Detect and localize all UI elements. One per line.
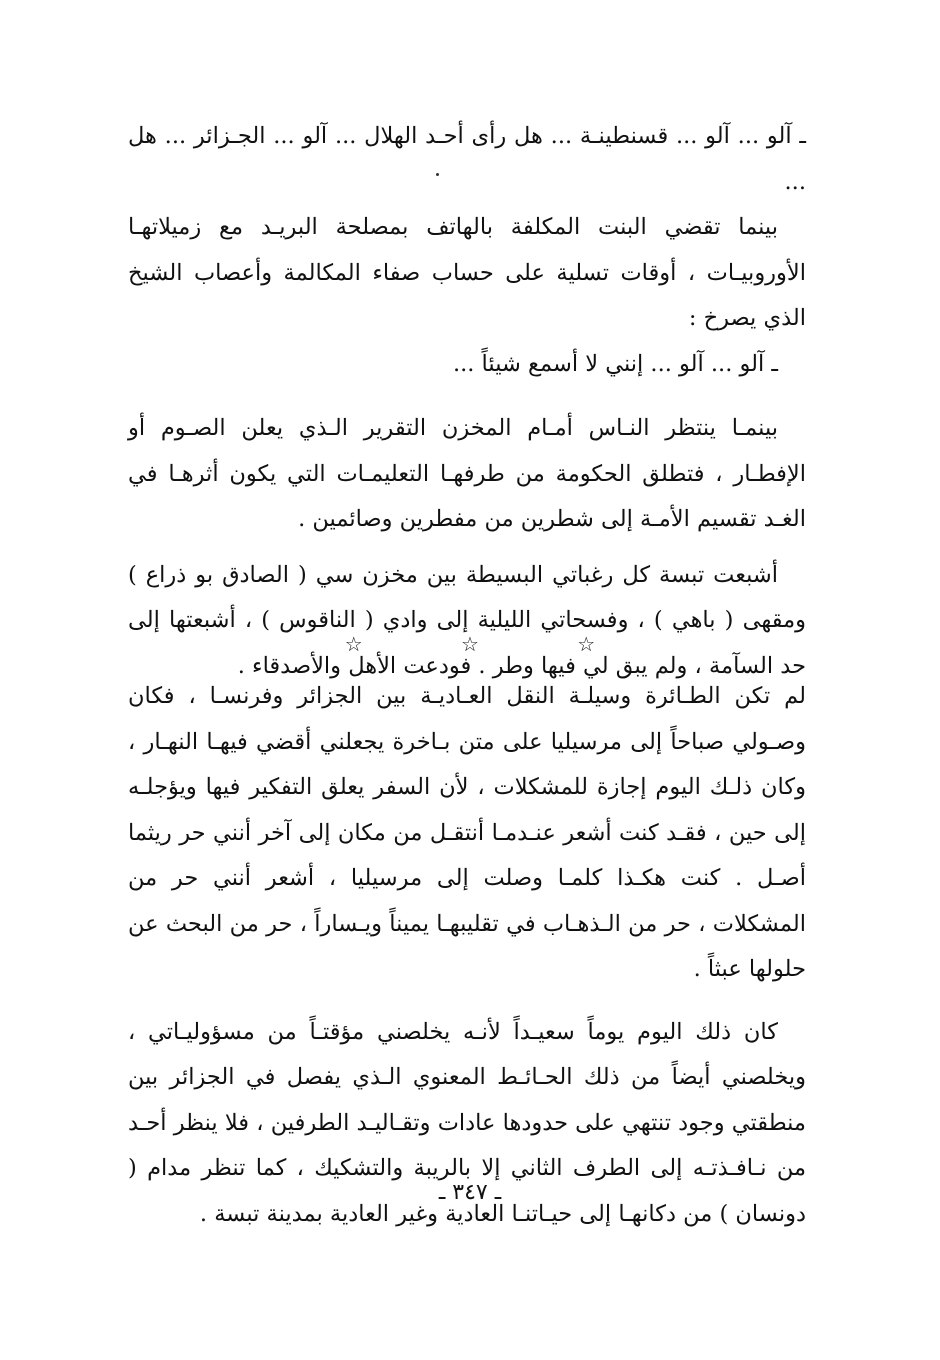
paragraph-tebessa-farewell: أشبعت تبسة كل رغباتي البسيطة بين مخزن سي ( الصادق بو ذراع ) ومقهى ( باهي ) ، وفسحاتي الليلية إلى وادي ( الناقوس ) ، أشبعتها إلى حد السآمة ، ولم يبق لي فيها وطر . فودعت الأهل والأصدقاء . — [128, 561, 806, 679]
paragraph-fasting-report: بينمـا ينتظر النـاس أمـام المخزن التقرير الـذي يعلن الصـوم أو الإفطـار ، فتطلق الحكومة من طرفهـا التعليمـات التي يكون أثرهـا في الغـد تقسيم الأمـة إلى شطرين من مفطرين وصائمين . — [128, 415, 806, 532]
paragraph-telephone-operator: بينما تقضي البنت المكلفة بالهاتف بمصلحة البريـد مع زميلاتهـا الأوروبيـات ، أوقات تسلية على حساب صفاء المكالمة وأعصاب الشيخ الذي يصرخ : — [128, 214, 806, 331]
paragraph-marseille-arrival: لم تكن الطـائرة وسيلـة النقل العـاديـة بين الجزائر وفرنسـا ، فكان وصـولي صباحاً إلى مرسيليا على متن بـاخرة يجعلني أقضي فيهـا النهـار ، وكان ذلـك اليوم إجازة للمشكلات ، لأن السفر يعلق التفكير فيها ويؤجلـه إلى حين ، فقـد كنت أشعر عنـدمـا أنتقـل من مكان إلى آخر أنني حر ريثما أصـل . كنت هكـذا كلمـا وصلت إلى مرسيليا ، أشعر أنني حر من المشكلات ، حر من الـذهـاب في تقليبهـا يميناً ويـساراً ، حر من البحث عن حلولها عبثاً . — [128, 683, 806, 982]
paragraph-happy-day: كان ذلك اليوم يوماً سعيـداً لأنـه يخلصني مؤقتـاً من مسؤوليـاتي ، ويخلصني أيضاً من ذلك الحـائـط المعنوي الـذي يفصل في الجزائر بين منطقتي وجود تنتهي على حدودها عادات وتقـاليـد الطرفين ، فلا ينظر أحـد من نـافـذتـه إلى الطرف الثاني إلا بالريبة والتشكيك ، كما تنظر مدام ( دونسان ) من دكانهـا إلى حيـاتنـا العادية وغير العادية بمدينة تبسة . — [128, 1018, 806, 1227]
section-separator-stars: ☆ ☆ ☆ — [344, 632, 642, 656]
dialogue-line-1: ـ آلو ... آلو ... قسنطينـة ... هل رأى أحـد الهلال ... آلو ... الجـزائر ... هل ... — [128, 123, 806, 195]
page-number: ـ ٣٤٧ ـ — [438, 1180, 502, 1205]
section-two — [128, 674, 806, 1237]
section-one — [128, 114, 806, 689]
dialogue-line-2: ـ آلو ... آلو ... إنني لا أسمع شيئاً ... — [452, 350, 778, 377]
